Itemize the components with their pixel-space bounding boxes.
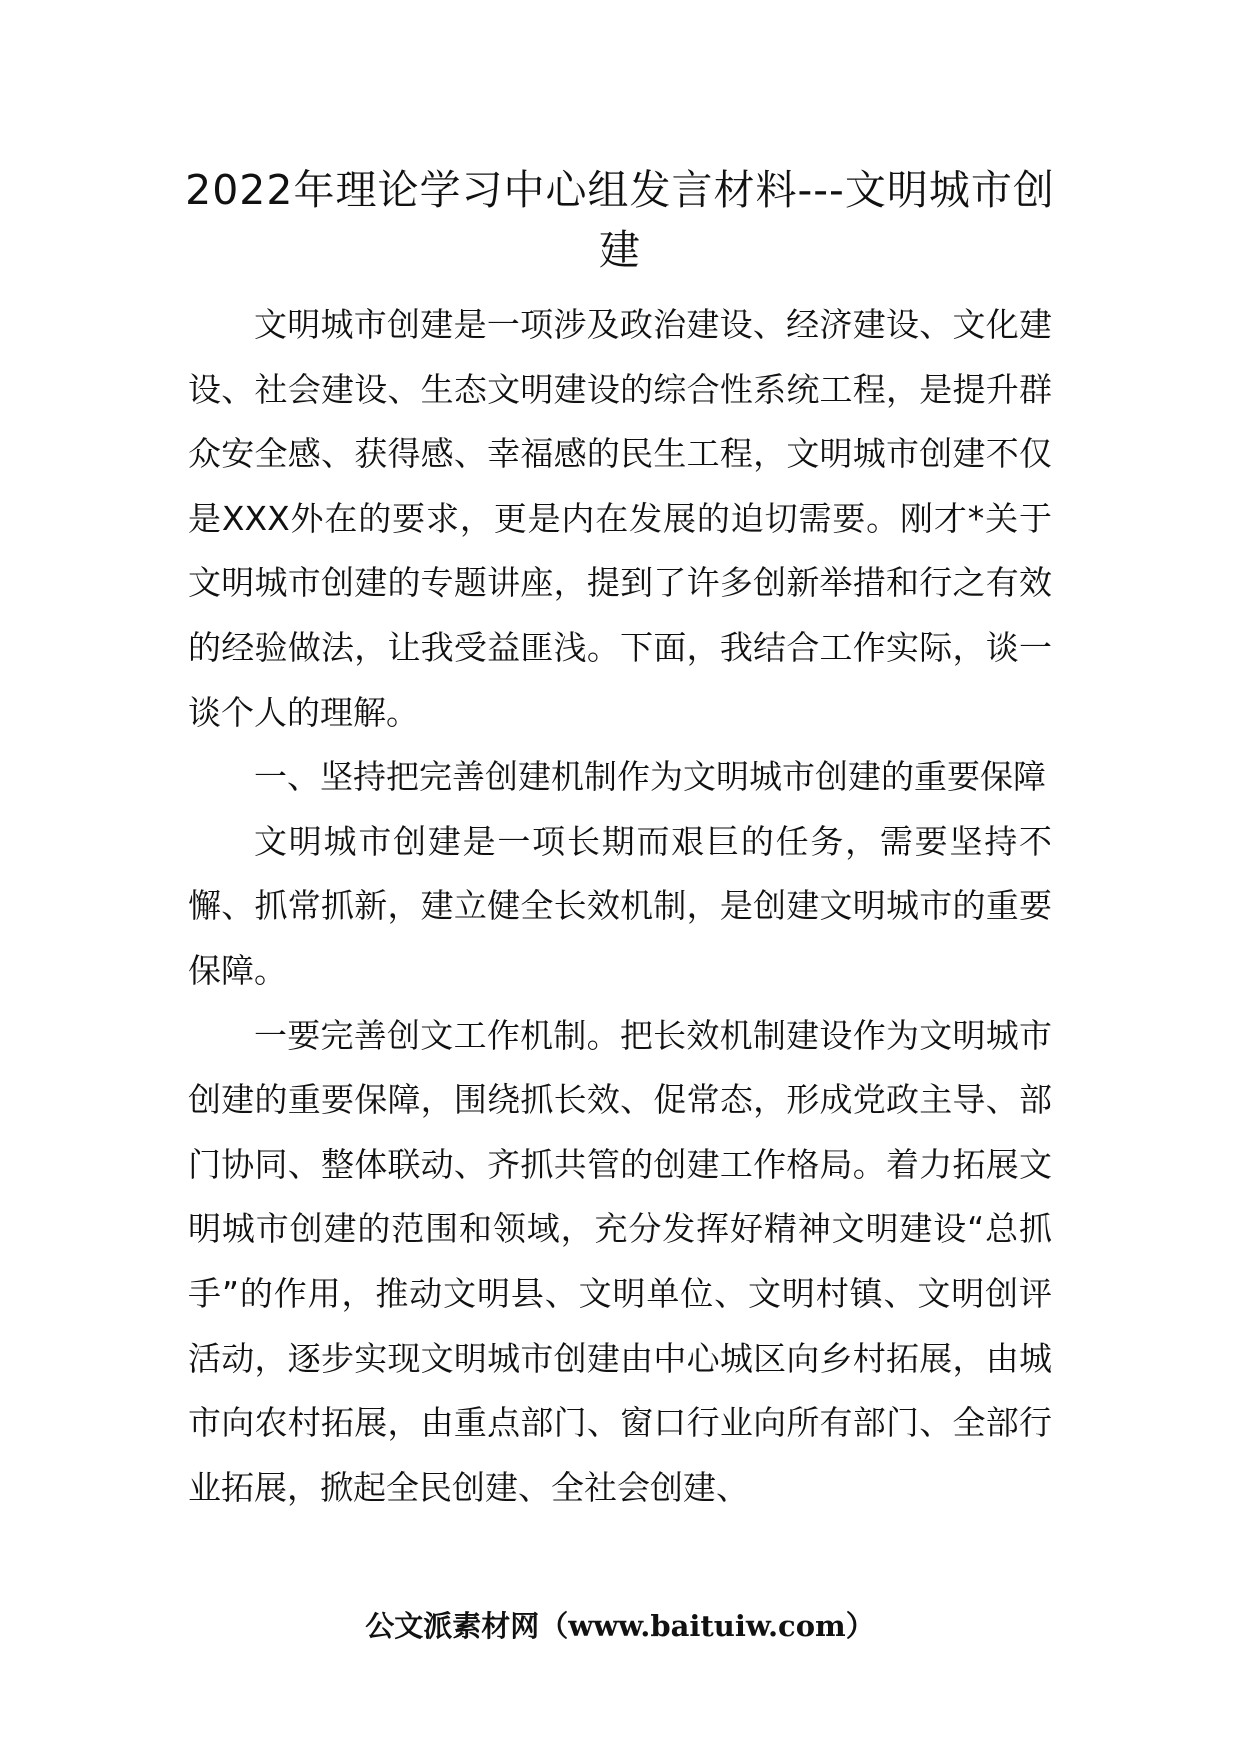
section-heading-1: 一、坚持把完善创建机制作为文明城市创建的重要保障 (254, 757, 1046, 797)
paragraph-section-1-intro: 文明城市创建是一项长期而艰巨的任务，需要坚持不懈、抓常抓新，建立健全长效机制，是创建文明城市的重要保障。 (188, 821, 1052, 990)
footer-source: 公文派素材网（www.baituiw.com） (365, 1609, 875, 1643)
document-body (188, 293, 1052, 1520)
paragraph-intro: 文明城市创建是一项涉及政治建设、经济建设、文化建设、社会建设、生态文明建设的综合性系统工程，是提升群众安全感、获得感、幸福感的民生工程，文明城市创建不仅是XXX外在的要求，更是内在发展的迫切需要。刚才*关于文明城市创建的专题讲座，提到了许多创新举措和行之有效的经验做法，让我受益匪浅。下面，我结合工作实际，谈一谈个人的理解。 (188, 305, 1052, 732)
paragraph-mechanism: 一要完善创文工作机制。把长效机制建设作为文明城市创建的重要保障，围绕抓长效、促常态，形成党政主导、部门协同、整体联动、齐抓共管的创建工作格局。着力拓展文明城市创建的范围和领域，充分发挥好精神文明建设“总抓手”的作用，推动文明县、文明单位、文明村镇、文明创评活动，逐步实现文明城市创建由中心城区向乡村拓展，由城市向农村拓展，由重点部门、窗口行业向所有部门、全部行业拓展，掀起全民创建、全社会创建、 (188, 1015, 1052, 1507)
document-title: 2022年理论学习中心组发言材料---文明城市创建 (185, 166, 1055, 274)
